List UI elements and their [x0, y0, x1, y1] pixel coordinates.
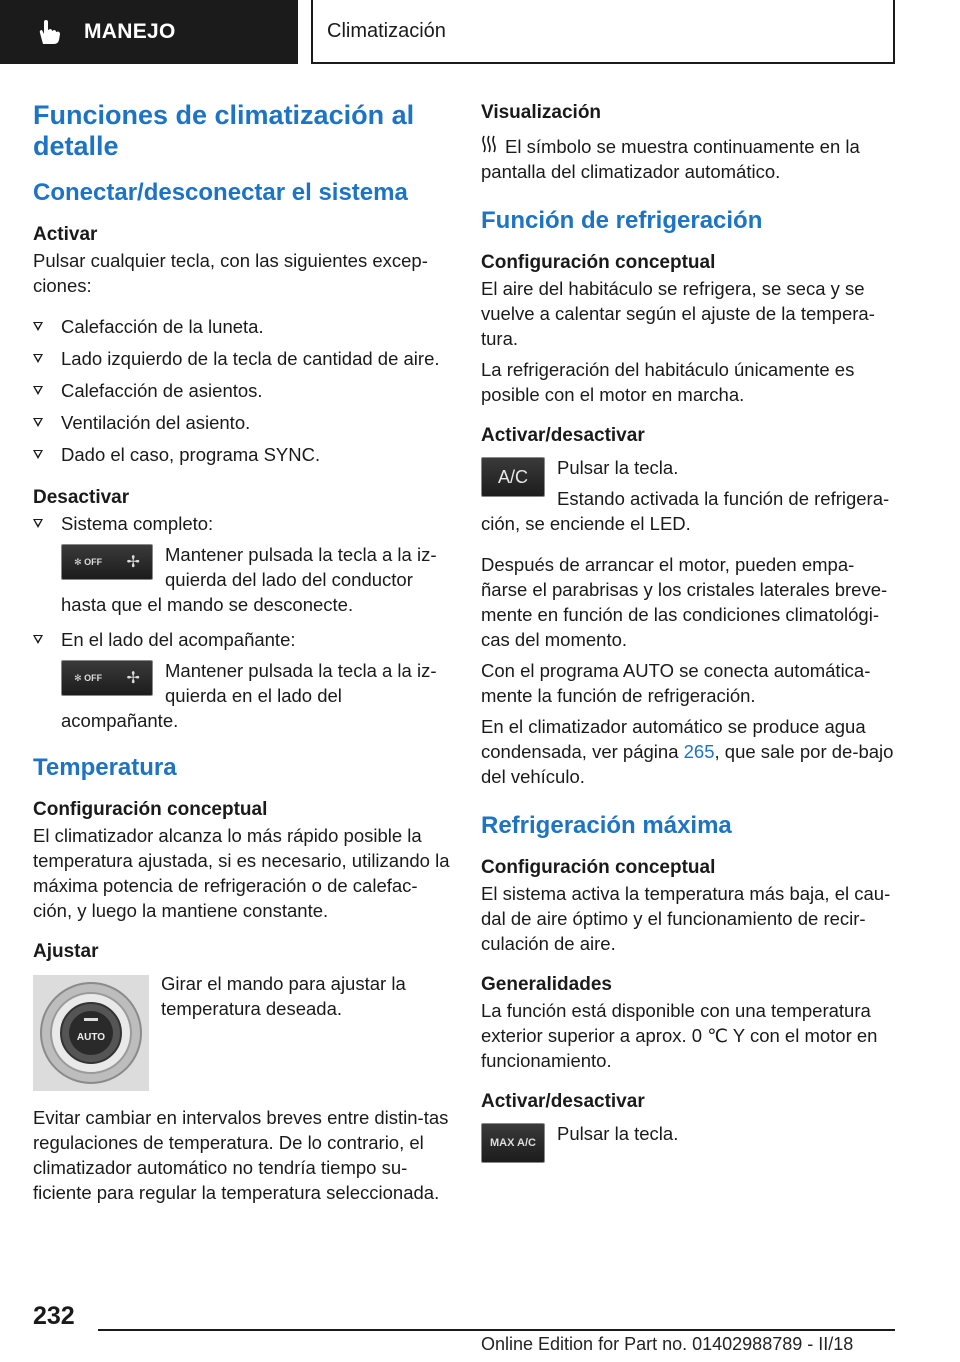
ajustar-block [33, 971, 451, 1091]
list-item: Ventilación del asiento. [33, 410, 451, 435]
label-generalidades: Generalidades [481, 974, 612, 995]
section-tab [0, 0, 298, 64]
text-refrig-p2: Con el programa AUTO se conecta automática-mente la función de refrigeración. [481, 660, 871, 706]
ac-block [481, 455, 899, 536]
label-concept-max: Configuración conceptual [481, 857, 716, 878]
text-ajustar: Girar el mando para ajustar la temperatura deseada. [161, 973, 406, 1019]
svg-text:AUTO: AUTO [76, 1032, 106, 1043]
fan-icon: ✢ [126, 553, 140, 571]
text-refrig-p3: En el climatizador automático se produce agua condensada, ver página 265, que sale por de-bajo del vehículo. [481, 716, 894, 787]
knob-icon [36, 978, 146, 1088]
list-item: En el lado del acompañante: ✻ OFF ✢ Mantener pulsada la tecla a la iz-quierda en el lado del acompañante. [33, 627, 451, 733]
text-visualizacion: El símbolo se muestra continuamente en la pantalla del climatizador automático. [481, 136, 860, 182]
text-concept-refrig-2: La refrigeración del habitáculo únicamente es posible con el motor en marcha. [481, 359, 855, 405]
text-activar: Pulsar cualquier tecla, con las siguientes excep-ciones: [33, 250, 428, 296]
list-item: Dado el caso, programa SYNC. [33, 442, 451, 467]
list-item: Lado izquierdo de la tecla de cantidad de aire. [33, 346, 451, 371]
text-evitar: Evitar cambiar en intervalos breves entre distin-tas regulaciones de temperatura. De lo contrario, el climatizador automático no tendría tiempo su-ficiente para regular la temperatura seleccionada. [33, 1107, 449, 1203]
hand-icon [34, 17, 64, 47]
triangle-bullet-icon [33, 322, 43, 331]
triangle-bullet-icon [33, 386, 43, 395]
label-concept: Configuración conceptual [33, 799, 268, 820]
off-fan-button-image [61, 544, 153, 580]
text-generalidades: La función está disponible con una temperatura exterior superior a aprox. 0 ℃ Y con el motor en funcionamiento. [481, 1000, 878, 1071]
triangle-bullet-icon [33, 418, 43, 427]
main-title: Funciones de climatización al detalle [33, 100, 415, 161]
list-desactivar [33, 511, 451, 733]
footer-divider [98, 1329, 895, 1331]
label-act-max: Activar/desactivar [481, 1091, 645, 1112]
fan-off-icon: ✻ OFF [74, 672, 103, 683]
label-concept-refrig: Configuración conceptual [481, 252, 716, 273]
triangle-bullet-icon [33, 635, 43, 644]
list-item: Calefacción de la luneta. [33, 314, 451, 339]
list-item: Sistema completo: ✻ OFF ✢ Mantener pulsada la tecla a la iz-quierda del lado del conductor hasta que el mando se desconecte. [33, 511, 451, 617]
label-act-refrig: Activar/desactivar [481, 425, 645, 446]
max-block [481, 1121, 899, 1149]
page-link[interactable]: 265 [683, 741, 715, 762]
text-concept-max: El sistema activa la temperatura más baja, el cau-dal de aire óptimo y el funcionamiento de recir-culación de aire. [481, 883, 891, 954]
heading-refrigeracion: Función de refrigeración [481, 207, 763, 234]
chapter-title: Climatización [327, 19, 446, 42]
label-ajustar: Ajustar [33, 941, 99, 962]
text-refrig-p1: Después de arrancar el motor, pueden empa-ñarse el parabrisas y los cristales laterales breve-mente en función de las condiciones climatológi-cas del momento. [481, 554, 888, 650]
label-activar: Activar [33, 224, 98, 245]
text-concept-refrig-1: El aire del habitáculo se refrigera, se seca y se vuelve a calentar según el ajuste de la tempera-tura. [481, 278, 875, 349]
fan-off-icon: ✻ OFF [74, 556, 103, 567]
list-item: Calefacción de asientos. [33, 378, 451, 403]
right-column [481, 100, 899, 1163]
heading-onoff: Conectar/desconectar el sistema [33, 179, 408, 206]
triangle-bullet-icon [33, 354, 43, 363]
list-activar [33, 314, 451, 467]
edition-note: Online Edition for Part no. 01402988789 - II/18 [481, 1334, 854, 1354]
page-number: 232 [33, 1302, 75, 1330]
heat-waves-icon [481, 134, 499, 159]
triangle-bullet-icon [33, 450, 43, 459]
fan-icon: ✢ [126, 669, 140, 687]
text-concept: El climatizador alcanza lo más rápido posible la temperatura ajustada, si es necesario, utilizando la máxima potencia de refrigeración o de calefac-ción, y luego la mantiene constante. [33, 825, 450, 921]
temperature-knob-image [33, 975, 149, 1091]
ac-button-image: A/C [481, 457, 545, 497]
text-act-refrig-2: Estando activada la función de refrigera-ción, se enciende el LED. [481, 488, 890, 534]
heading-max: Refrigeración máxima [481, 812, 732, 839]
heading-temperatura: Temperatura [33, 754, 177, 781]
label-desactivar: Desactivar [33, 487, 130, 508]
left-column [33, 100, 451, 1205]
section-title: MANEJO [84, 20, 176, 43]
label-visualizacion: Visualización [481, 102, 602, 123]
text-act-max: Pulsar la tecla. [557, 1123, 679, 1144]
off-fan-button-image [61, 660, 153, 696]
triangle-bullet-icon [33, 519, 43, 528]
text-act-refrig-1: Pulsar la tecla. [557, 457, 679, 478]
max-ac-button-image: MAX A/C [481, 1123, 545, 1163]
chapter-header [311, 0, 895, 64]
